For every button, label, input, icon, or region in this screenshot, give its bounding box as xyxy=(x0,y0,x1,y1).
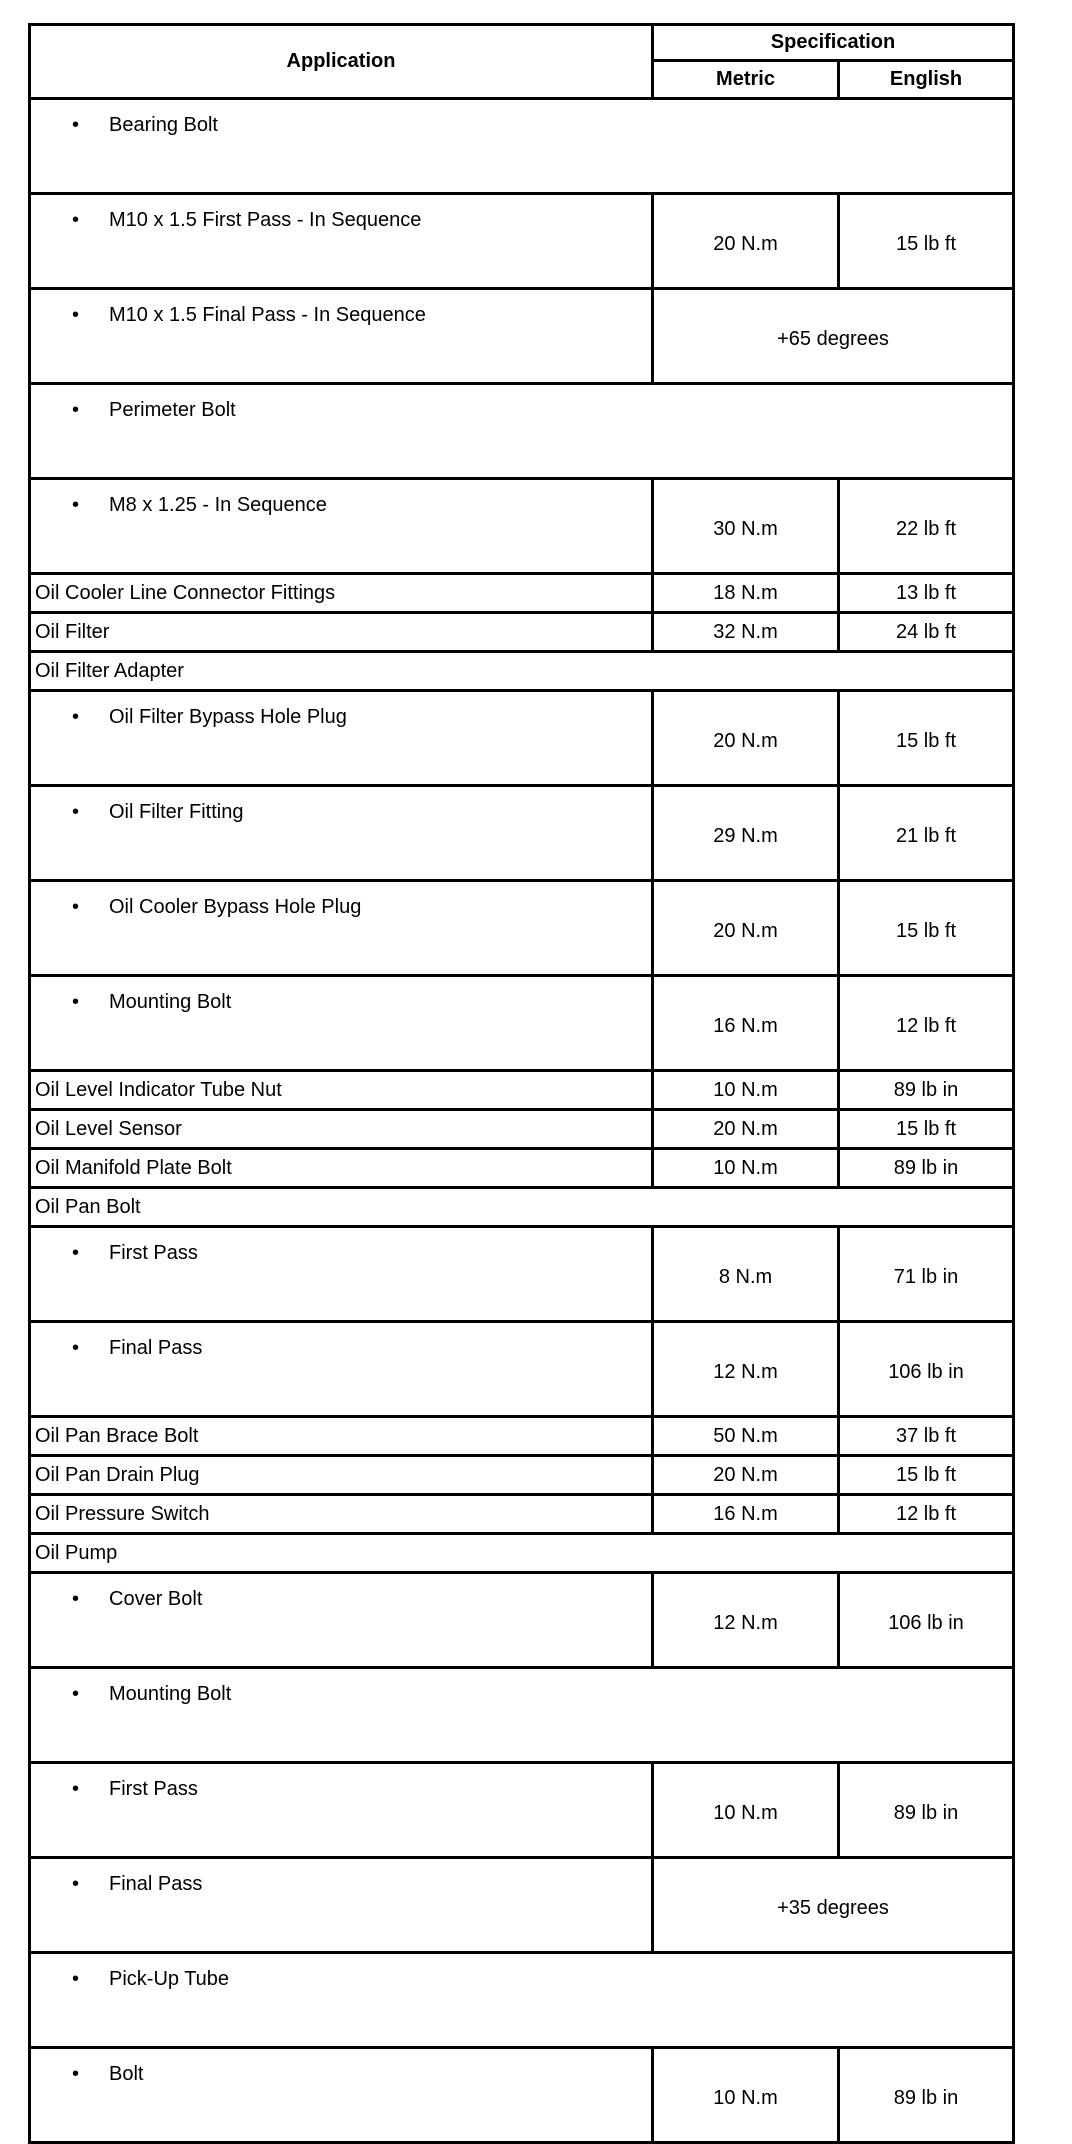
metric-value: 10 N.m xyxy=(653,1149,839,1188)
table-row xyxy=(30,384,1014,479)
application-cell xyxy=(30,786,653,881)
english-value: 12 lb ft xyxy=(839,1495,1014,1534)
spec-value: +35 degrees xyxy=(653,1858,1014,1953)
table-row xyxy=(30,1322,1014,1417)
application-cell xyxy=(30,574,653,613)
english-value: 21 lb ft xyxy=(839,786,1014,881)
spec-value: +65 degrees xyxy=(653,289,1014,384)
application-cell xyxy=(30,479,653,574)
bullet-icon: • xyxy=(71,1242,79,1264)
metric-value: 20 N.m xyxy=(653,881,839,976)
table-row xyxy=(30,1573,1014,1668)
application-cell xyxy=(30,1534,1014,1573)
application-label: Oil Cooler Line Connector Fittings xyxy=(35,581,336,604)
metric-value: 29 N.m xyxy=(653,786,839,881)
table-row xyxy=(30,1227,1014,1322)
english-value: 24 lb ft xyxy=(839,613,1014,652)
application-label: Oil Manifold Plate Bolt xyxy=(35,1156,232,1179)
english-value: 71 lb in xyxy=(839,1227,1014,1322)
application-cell xyxy=(30,384,1014,479)
metric-value: 50 N.m xyxy=(653,1417,839,1456)
header-metric: Metric xyxy=(653,61,839,99)
application-label: Mounting Bolt xyxy=(109,991,232,1013)
bullet-icon: • xyxy=(71,1873,79,1895)
english-value: 37 lb ft xyxy=(839,1417,1014,1456)
table-row xyxy=(30,1456,1014,1495)
table-row xyxy=(30,1417,1014,1456)
application-cell xyxy=(30,976,653,1071)
application-cell xyxy=(30,1071,653,1110)
application-label: First Pass xyxy=(109,1242,198,1264)
bullet-icon: • xyxy=(71,991,79,1013)
metric-value: 18 N.m xyxy=(653,574,839,613)
table-row xyxy=(30,194,1014,289)
metric-value: 20 N.m xyxy=(653,1110,839,1149)
metric-value: 12 N.m xyxy=(653,1322,839,1417)
english-value: 15 lb ft xyxy=(839,194,1014,289)
bullet-icon: • xyxy=(71,494,79,516)
application-label: Oil Filter xyxy=(35,620,110,643)
table-row xyxy=(30,1763,1014,1858)
application-cell xyxy=(30,1227,653,1322)
table-row xyxy=(30,2048,1014,2143)
application-cell xyxy=(30,289,653,384)
metric-value: 30 N.m xyxy=(653,479,839,574)
application-cell xyxy=(30,691,653,786)
application-label: Cover Bolt xyxy=(109,1588,203,1610)
english-value: 89 lb in xyxy=(839,1149,1014,1188)
application-cell xyxy=(30,1858,653,1953)
application-cell xyxy=(30,194,653,289)
bullet-icon: • xyxy=(71,1337,79,1359)
application-label: Oil Level Sensor xyxy=(35,1117,182,1140)
application-label: Oil Cooler Bypass Hole Plug xyxy=(109,896,362,918)
application-label: Oil Level Indicator Tube Nut xyxy=(35,1078,282,1101)
application-cell xyxy=(30,1417,653,1456)
application-label: Mounting Bolt xyxy=(109,1683,232,1705)
table-row xyxy=(30,1188,1014,1227)
table-row xyxy=(30,976,1014,1071)
table-row xyxy=(30,1071,1014,1110)
application-cell xyxy=(30,99,1014,194)
header-specification: Specification xyxy=(653,25,1014,61)
application-label: Oil Filter Adapter xyxy=(35,659,184,682)
metric-value: 32 N.m xyxy=(653,613,839,652)
application-label: First Pass xyxy=(109,1778,198,1800)
application-label: Final Pass xyxy=(109,1337,203,1359)
metric-value: 20 N.m xyxy=(653,1456,839,1495)
application-label: Oil Pan Drain Plug xyxy=(35,1463,200,1486)
bullet-icon: • xyxy=(71,1778,79,1800)
application-cell xyxy=(30,1668,1014,1763)
metric-value: 10 N.m xyxy=(653,2048,839,2143)
table-row xyxy=(30,1149,1014,1188)
table-row xyxy=(30,1858,1014,1953)
header-application: Application xyxy=(30,25,653,99)
application-label: Oil Filter Fitting xyxy=(109,801,244,823)
table-row xyxy=(30,786,1014,881)
english-value: 12 lb ft xyxy=(839,976,1014,1071)
application-cell xyxy=(30,2048,653,2143)
header-english: English xyxy=(839,61,1014,99)
english-value: 15 lb ft xyxy=(839,881,1014,976)
english-value: 15 lb ft xyxy=(839,691,1014,786)
metric-value: 20 N.m xyxy=(653,691,839,786)
metric-value: 20 N.m xyxy=(653,194,839,289)
application-cell xyxy=(30,1573,653,1668)
bullet-icon: • xyxy=(71,209,79,231)
metric-value: 10 N.m xyxy=(653,1071,839,1110)
application-label: Oil Filter Bypass Hole Plug xyxy=(109,706,347,728)
application-cell xyxy=(30,1188,1014,1227)
application-label: Oil Pan Bolt xyxy=(35,1195,141,1218)
application-cell xyxy=(30,1763,653,1858)
bullet-icon: • xyxy=(71,1968,79,1990)
english-value: 22 lb ft xyxy=(839,479,1014,574)
application-cell xyxy=(30,1495,653,1534)
bullet-icon: • xyxy=(71,2063,79,2085)
table-row xyxy=(30,1534,1014,1573)
table-row xyxy=(30,652,1014,691)
english-value: 15 lb ft xyxy=(839,1110,1014,1149)
table-row xyxy=(30,289,1014,384)
english-value: 89 lb in xyxy=(839,1071,1014,1110)
english-value: 13 lb ft xyxy=(839,574,1014,613)
application-cell xyxy=(30,652,1014,691)
metric-value: 12 N.m xyxy=(653,1573,839,1668)
application-cell xyxy=(30,1322,653,1417)
bullet-icon: • xyxy=(71,896,79,918)
table-row xyxy=(30,1110,1014,1149)
application-label: Bolt xyxy=(109,2063,144,2085)
application-cell xyxy=(30,1953,1014,2048)
table-row xyxy=(30,1495,1014,1534)
table-row xyxy=(30,479,1014,574)
bullet-icon: • xyxy=(71,706,79,728)
application-label: Oil Pump xyxy=(35,1541,118,1564)
english-value: 89 lb in xyxy=(839,1763,1014,1858)
application-label: Pick-Up Tube xyxy=(109,1968,230,1990)
application-cell xyxy=(30,881,653,976)
bullet-icon: • xyxy=(71,399,79,421)
torque-spec-table xyxy=(28,23,1015,2144)
application-label: M10 x 1.5 First Pass - In Sequence xyxy=(109,209,422,231)
table-row xyxy=(30,1953,1014,2048)
metric-value: 16 N.m xyxy=(653,1495,839,1534)
table-row xyxy=(30,613,1014,652)
application-label: Final Pass xyxy=(109,1873,203,1895)
application-cell xyxy=(30,613,653,652)
application-cell xyxy=(30,1110,653,1149)
application-label: Perimeter Bolt xyxy=(109,399,236,421)
english-value: 15 lb ft xyxy=(839,1456,1014,1495)
bullet-icon: • xyxy=(71,1683,79,1705)
application-label: Oil Pressure Switch xyxy=(35,1502,210,1525)
english-value: 106 lb in xyxy=(839,1573,1014,1668)
table-row xyxy=(30,99,1014,194)
table-row xyxy=(30,691,1014,786)
bullet-icon: • xyxy=(71,1588,79,1610)
table-row xyxy=(30,1668,1014,1763)
application-cell xyxy=(30,1149,653,1188)
bullet-icon: • xyxy=(71,114,79,136)
english-value: 89 lb in xyxy=(839,2048,1014,2143)
application-cell xyxy=(30,1456,653,1495)
metric-value: 16 N.m xyxy=(653,976,839,1071)
english-value: 106 lb in xyxy=(839,1322,1014,1417)
application-label: Oil Pan Brace Bolt xyxy=(35,1424,199,1447)
bullet-icon: • xyxy=(71,304,79,326)
bullet-icon: • xyxy=(71,801,79,823)
table-row xyxy=(30,881,1014,976)
application-label: M10 x 1.5 Final Pass - In Sequence xyxy=(109,304,426,326)
application-label: Bearing Bolt xyxy=(109,114,218,136)
table-row xyxy=(30,574,1014,613)
metric-value: 8 N.m xyxy=(653,1227,839,1322)
application-label: M8 x 1.25 - In Sequence xyxy=(109,494,327,516)
metric-value: 10 N.m xyxy=(653,1763,839,1858)
